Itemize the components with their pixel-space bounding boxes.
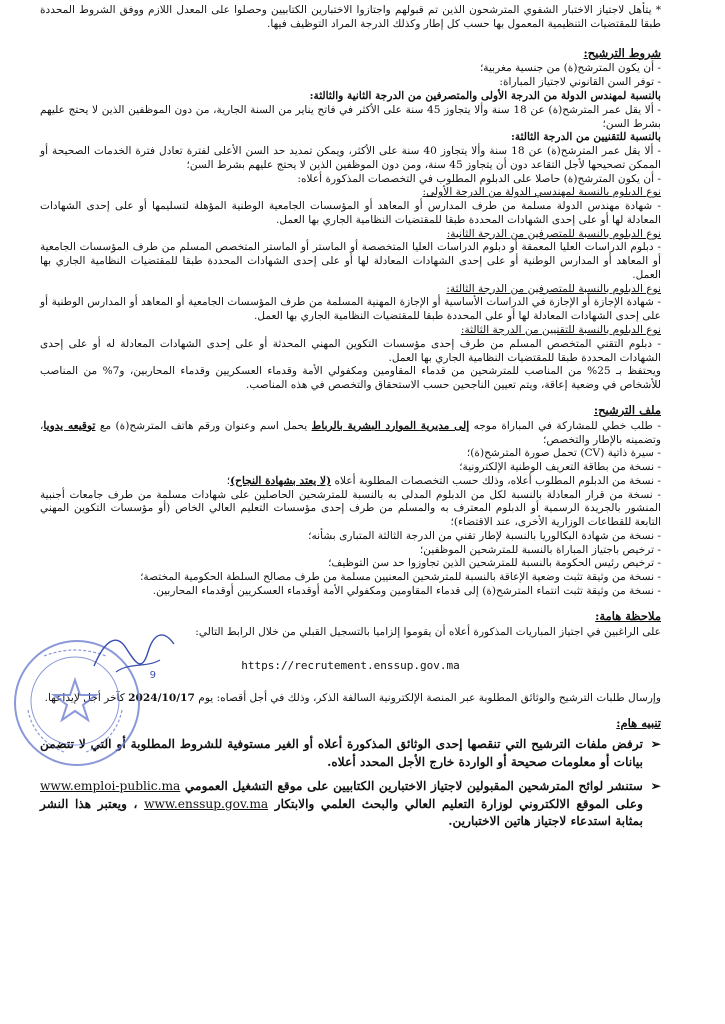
file-diploma-line — [40, 475, 661, 489]
file-item: - نسخة من وثيقة تثبت انتماء المترشح(ة) إلى قدماء المقاومين ومكفولي الأمة أوقدماء العسكريين أوقدماء المحاربين. — [152, 584, 661, 597]
diploma-type: نوع الدبلوم بالنسبة لمهندسي الدولة من الدرجة الأولى: — [422, 186, 661, 199]
file-item: - نسخة من شهادة البكالوريا بالنسبة لإطار تقني من الدرجة الثالثة المتبارى بشأنه؛ — [308, 529, 661, 542]
signature-requirement: توقيعه يدويا — [43, 419, 96, 432]
diploma-text: - شهادة الإجازة أو الإجازة في الدراسات الأساسية أو الإجازة المهنية المسلمة من طرف المؤسسات الجامعية أو المعاهد أو المدارس الوطنية أو على إحدى الشهادات المعادلة لها أو على المحددة طبقا للمقتضيات النظامية الجاري بها العمل. — [40, 296, 661, 323]
file-request-part: ، وتضمينه بالإطار والتخصص؛ — [40, 419, 661, 446]
important-heading: ملاحظة هامة: — [595, 608, 661, 623]
no-success-certificate: (لا يعتد بشهادة النجاح) — [230, 474, 332, 487]
file-item: - نسخة من وثيقة تثبت وضعية الإعاقة بالنسبة للمترشحين المعنيين مسلمة من طرف مصالح السلطة الحكومية المختصة؛ — [140, 571, 661, 584]
notice-item — [40, 778, 661, 831]
file-item: - سيرة ذاتية (CV) تحمل صورة المترشح(ة)؛ — [466, 447, 661, 460]
file-item: - ترخيص رئيس الحكومة بالنسبة للمترشحين الذين تجاوزوا حد سن التوظيف؛ — [328, 557, 661, 570]
deadline-part: وإرسال طلبات الترشيح والوثائق المطلوبة عبر المنصة الإلكترونية السالفة الذكر، وذلك في أجل أقصاه: يوم — [194, 691, 661, 704]
emploi-public-link[interactable]: www.emploi-public.ma — [40, 778, 181, 793]
diploma-type: نوع الدبلوم بالنسبة للتقنيين من الدرجة الثالثة: — [460, 324, 661, 337]
registration-link[interactable]: https://recrutement.enssup.gov.ma — [241, 659, 460, 673]
file-request-part: يحمل اسم وعنوان ورقم هاتف المترشح(ة) مع — [95, 419, 312, 432]
engineers-title: بالنسبة لمهندس الدولة من الدرجة الأولى والمتصرفين من الدرجة الثانية والثالثة: — [309, 90, 661, 102]
notice-item-text: ترفض ملفات الترشيح التي تنقصها إحدى الوثائق المذكورة أعلاه أو الغير مستوفية للشروط المطلوبة أو التي لا تتضمن بيانات أو معلومات صحيحة أو الواردة خارج الأجل المحدد أعلاه. — [40, 737, 643, 770]
file-item: - ترخيص باجتياز المباراة بالنسبة للمترشحين الموظفين؛ — [419, 543, 661, 556]
notice-item-text: ، ويعتبر هذا النشر بمثابة استدعاء لاجتياز هاتين الاختبارين. — [40, 796, 643, 829]
file-diploma-part: - نسخة من الدبلوم المطلوب أعلاه، وذلك حسب التخصصات المطلوبة أعلاه — [331, 474, 661, 487]
notice-item-text: ستنشر لوائح المترشحين المقبولين لاجتياز الاختبارين الكتابيين على موقع التشغيل العمومي — [180, 778, 643, 793]
engineers-text: - ألا يقل عمر المترشح(ة) عن 18 سنة وألا يتجاوز 45 سنة على الأكثر في فاتح يناير من السنة الجارية، من دون الموظفين الذين لا يحتج عليهم بشرط السن؛ — [40, 103, 661, 130]
file-request-line — [40, 420, 661, 448]
hr-directorate: إلى مديرية الموارد البشرية بالرباط — [311, 419, 470, 432]
diploma-intro: - أن يكون المترشح(ة) حاصلا على الدبلوم المطلوب في التخصصات المذكورة أعلاه: — [297, 172, 661, 185]
diploma-type: نوع الدبلوم بالنسبة للمتصرفين من الدرجة الثالثة: — [446, 282, 661, 295]
deadline-part: كآخر أجل لإيداعها. — [44, 691, 129, 704]
technicians-text: - ألا يقل عمر المترشح(ة) عن 18 سنة وألا يتجاوز 40 سنة على الأكثر، ويمكن تمديد حد السن الأعلى لفترة تعادل فترة الخدمات الصحيحة أو الممكن تصحيحها لأجل التقاعد دون أن يتجاوز 45 سنة، ومن دون الموظفين الذين لا يحتج عليهم بشرط السن؛ — [40, 145, 661, 171]
notice-heading: تنبيه هام: — [616, 715, 661, 730]
condition-line: - توفر السن القانوني لاجتياز المباراة: — [499, 76, 661, 89]
enssup-link[interactable]: www.enssup.gov.ma — [144, 796, 269, 811]
file-request-part: - طلب خطي للمشاركة في المباراة موجه — [469, 419, 661, 432]
bullet-icon: ➢ — [650, 778, 661, 793]
diploma-type: نوع الدبلوم بالنسبة للمتصرفين من الدرجة الثانية: — [446, 227, 661, 240]
file-heading: ملف الترشيح: — [593, 402, 661, 417]
file-item: - نسخة من قرار المعادلة بالنسبة لكل من الدبلوم المدلى به بالنسبة للمترشحين الحاصلين على شهادات مسلمة من طرف جامعات أجنبية المنشور بالجريدة الرسمية أو الدبلوم المعترف به والمسلم من طرف إحدى مؤسسات التعليم العالي الخاص (أو مؤسسات التكوين المهني التابعة للقطاعات الوزارية الأخرى، عند الاقتضاء)؛ — [40, 488, 661, 529]
svg-text:9: 9 — [149, 670, 156, 681]
document-page — [40, 4, 661, 1020]
bullet-icon: ➢ — [650, 737, 661, 752]
file-item: - نسخة من بطاقة التعريف الوطنية الإلكترونية؛ — [459, 461, 661, 474]
deadline-date: 2024/10/17 — [128, 691, 195, 704]
diploma-text: - دبلوم التقني المتخصص المسلم من طرف إحدى مؤسسات التكوين المهني المحدثة أو على إحدى الشهادات المعادلة له أو على إحدى الشهادات المحددة طبقا للمقتضيات النظامية الجاري بها العمل. — [40, 337, 661, 364]
reserve-text: ويحتفظ بـ 25% من المناصب للمترشحين من قدماء المقاومين ومكفولي الأمة وقدماء العسكريين وقدماء المحاربين، و7% من المناصب للأشخاص في وضعية إعاقة، ويتم تعيين الناجحين حسب الاستحقاق والتخصص في هذه المناصب. — [40, 365, 661, 392]
notice-item-text: وعلى الموقع الالكتروني لوزارة التعليم العالي والبحث العلمي والابتكار — [268, 796, 643, 811]
condition-line: - أن يكون المترشح(ة) من جنسية مغربية؛ — [479, 62, 661, 75]
intro-paragraph: * يتأهل لاجتياز الاختبار الشفوي المترشحون الذين تم قبولهم واجتازوا الاختبارين الكتابيين وحصلوا على المعدل اللازم ووفق الشروط المحددة طبقا للمقتضيات التنظيمية المعمول بها حسب كل إطار وكذلك الدرجة المراد التوظيف فيها. — [40, 4, 661, 30]
signature-icon — [86, 622, 182, 682]
conditions-heading: شروط الترشيح: — [583, 45, 661, 60]
technicians-title: بالنسبة للتقنيين من الدرجة الثالثة: — [510, 131, 661, 144]
file-diploma-part: ؛ — [226, 474, 231, 487]
diploma-text: - شهادة مهندس الدولة مسلمة من طرف المدارس أو المعاهد أو المؤسسات الجامعية الوطنية المؤهلة لتسليمها أو على إحدى الشهادات المعادلة لها أو على إحدى الشهادات المحددة طبقا للمقتضيات النظامية الجاري بها العمل. — [40, 200, 661, 226]
diploma-text: - دبلوم الدراسات العليا المعمقة أو دبلوم الدراسات العليا المتخصصة أو الماستر أو الماستر المتخصص المسلم من طرف المؤسسات الجامعية أو المعاهد أو المدارس الوطنية أو على إحدى الشهادات المعادلة لها أو على إحدى الشهادات المحددة طبقا للمقتضيات النظامية الجاري بها العمل. — [40, 241, 661, 281]
important-text: على الراغبين في اجتياز المباريات المذكورة أعلاه أن يقوموا إلزاميا بالتسجيل القبلي من خلال الرابط التالي: — [195, 625, 661, 638]
